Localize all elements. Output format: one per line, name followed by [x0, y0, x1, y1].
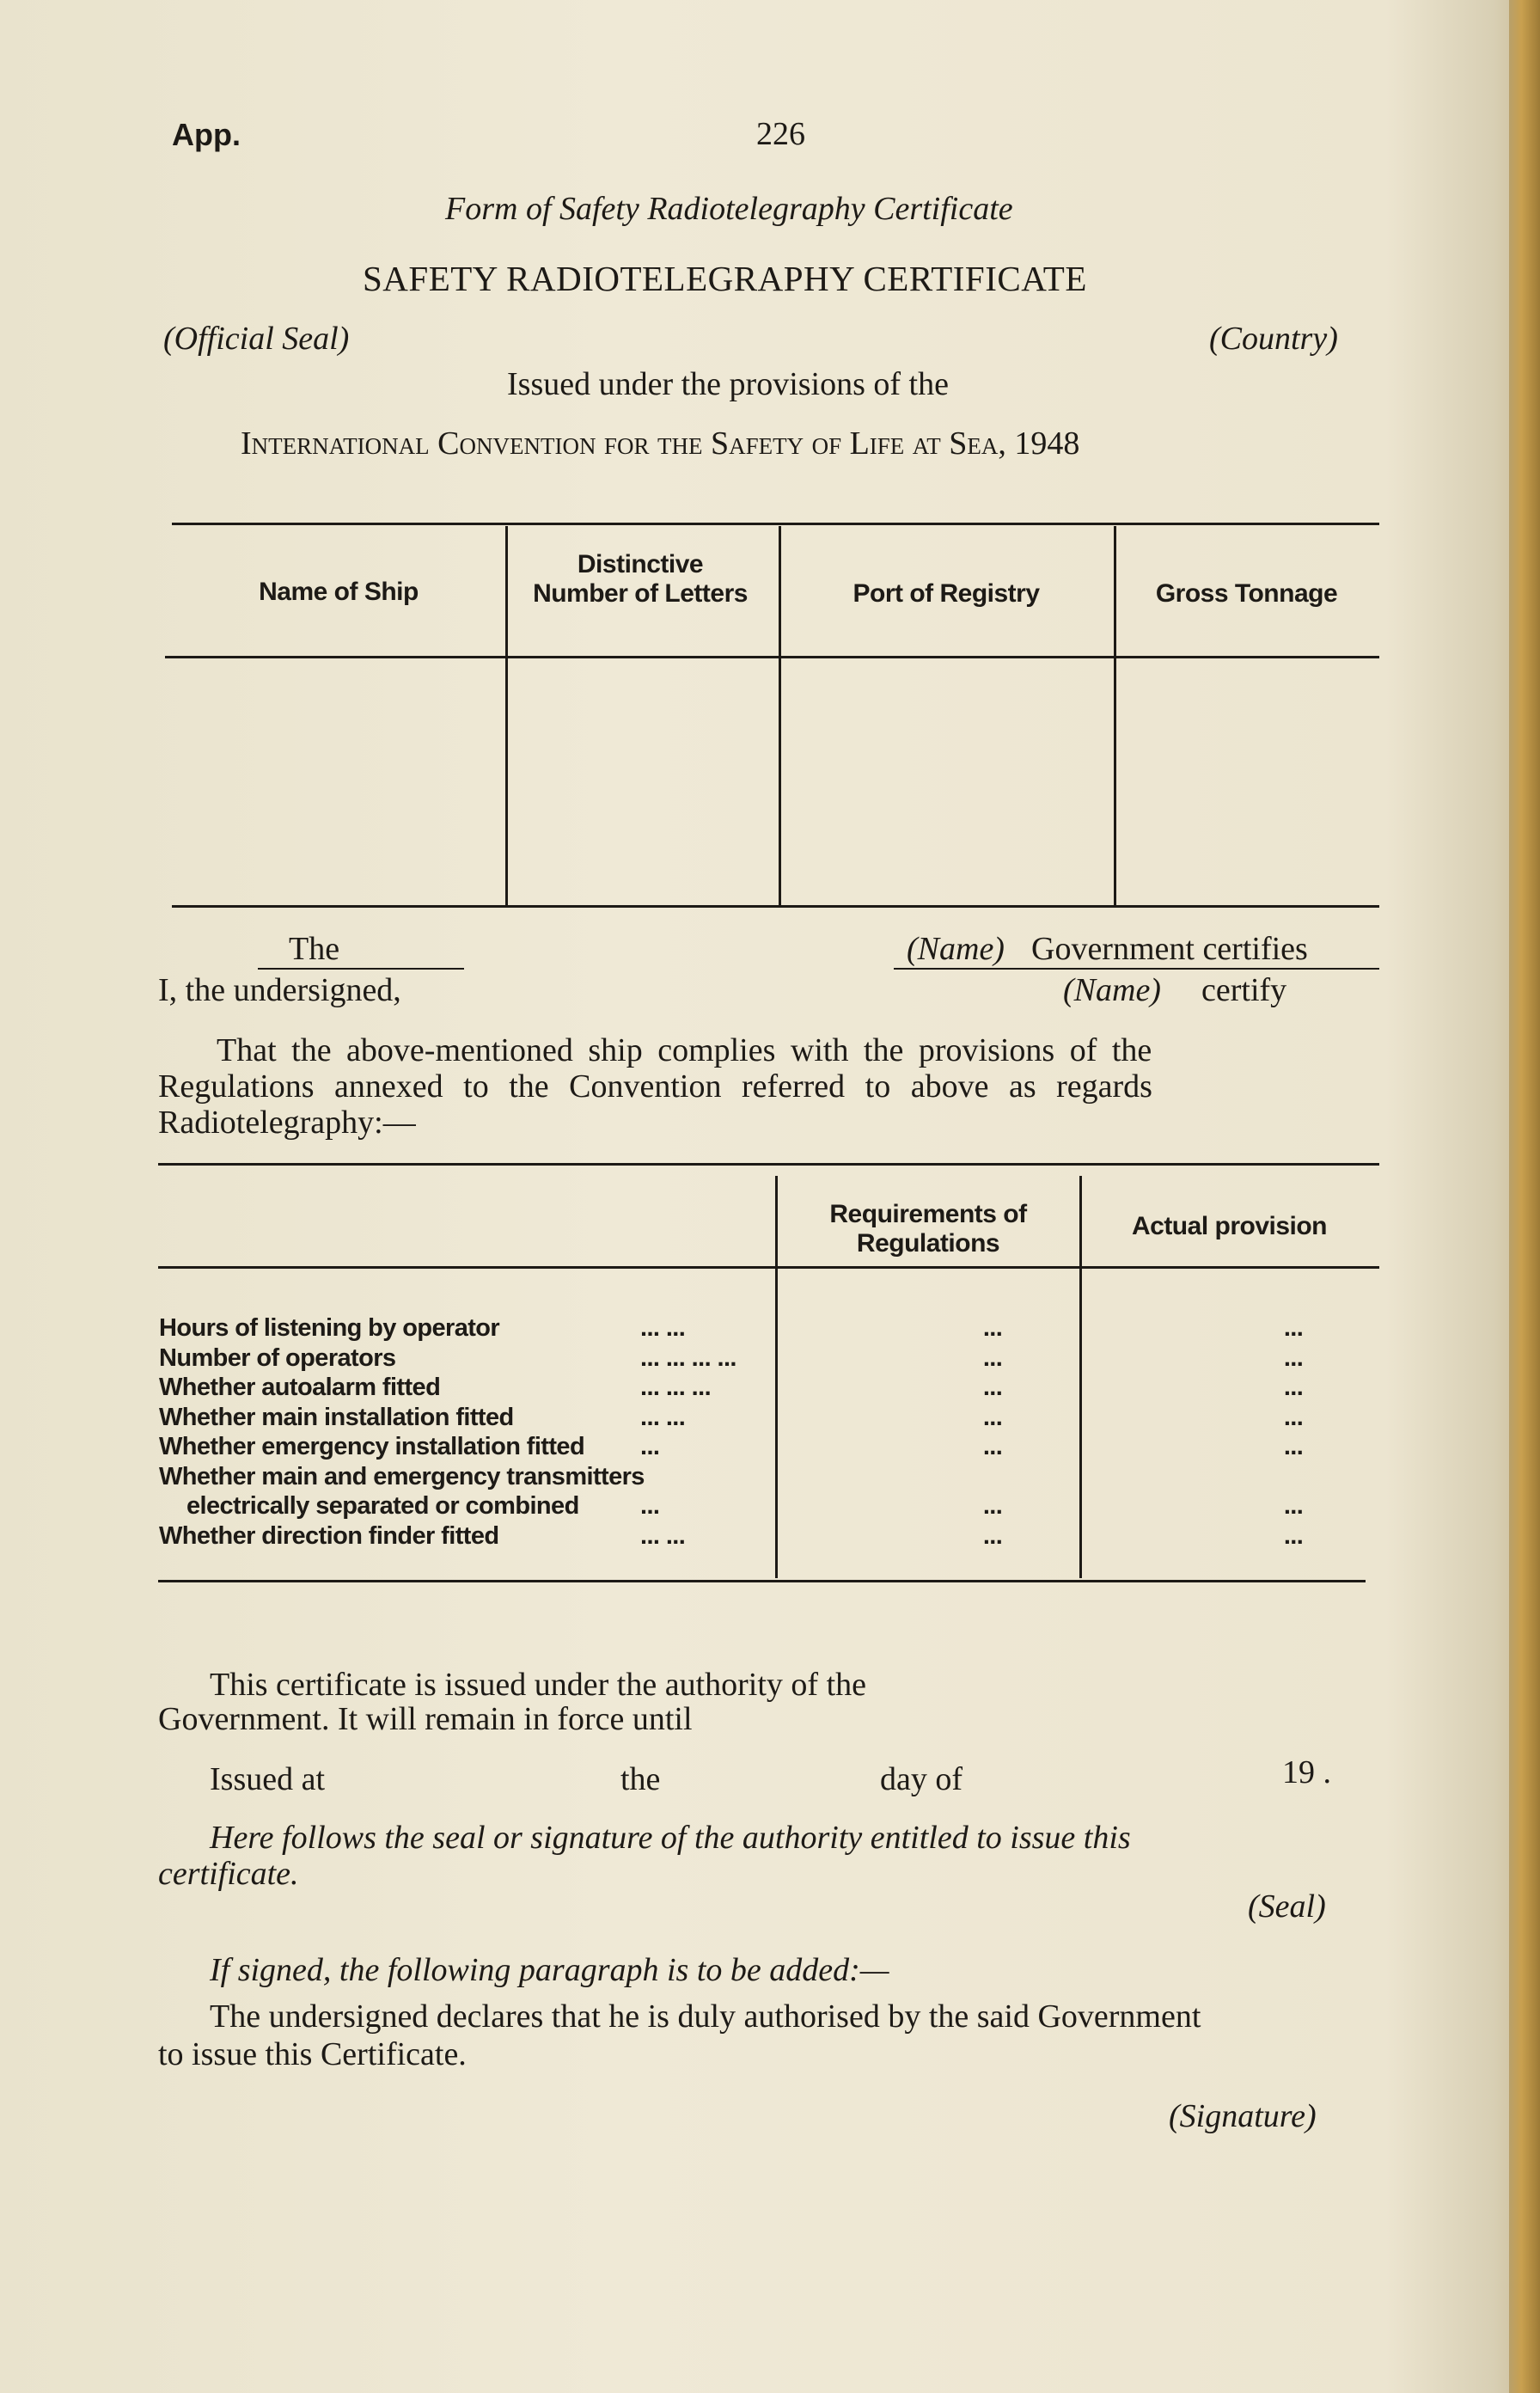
seal-note-line-1: Here follows the seal or signature of the authority entitled to issue this: [210, 1820, 1131, 1856]
req-row-label: Whether main installation fitted: [159, 1403, 514, 1431]
req-table-bottom-rule: [158, 1580, 1366, 1582]
req-row-actual: ...: [1283, 1521, 1304, 1550]
req-table-row: [159, 1343, 1379, 1373]
official-seal: (Official Seal): [163, 321, 350, 357]
req-row-requirement: ...: [982, 1374, 1003, 1401]
req-row-actual: ...: [1283, 1343, 1304, 1372]
req-row-requirement: ...: [982, 1433, 1003, 1460]
name-certify-label: (Name): [1063, 972, 1161, 1008]
req-row-label: Whether direction finder fitted: [159, 1521, 499, 1550]
req-row-actual: ...: [1283, 1492, 1304, 1520]
col-distinctive-number: Distinctive Number of Letters: [533, 550, 748, 608]
req-row-label: Hours of listening by operator: [159, 1314, 500, 1342]
ship-table-header-rule: [165, 656, 1379, 658]
the-label: The: [289, 931, 340, 967]
req-row-leader: ... ... ...: [640, 1374, 712, 1401]
req-table-row: [159, 1491, 1379, 1521]
complies-line-3: Radiotelegraphy:—: [158, 1105, 416, 1141]
certificate-title: SAFETY RADIOTELEGRAPHY CERTIFICATE: [363, 259, 1087, 298]
convention-name: International Convention for the Safety of Life at Sea, 1948: [241, 425, 1080, 462]
req-row-label: Whether emergency installation fitted: [159, 1433, 585, 1460]
req-row-leader: ... ... ... ...: [640, 1343, 736, 1372]
col-actual-provision: Actual provision: [1131, 1212, 1328, 1240]
appendix-label: App.: [172, 117, 241, 152]
req-row-actual: ...: [1283, 1433, 1304, 1460]
req-table-row: [159, 1521, 1379, 1551]
certify-label: certify: [1201, 972, 1287, 1008]
req-row-leader: ... ...: [640, 1521, 686, 1550]
declares-line-1: The undersigned declares that he is duly authorised by the said Government: [210, 1998, 1201, 2035]
issued-at-label: Issued at: [210, 1761, 326, 1797]
form-title: Form of Safety Radiotelegraphy Certificate: [445, 191, 1013, 227]
page-number: 226: [756, 116, 805, 152]
req-row-label: electrically separated or combined: [186, 1492, 579, 1520]
seal-note-line-2: certificate.: [158, 1856, 299, 1892]
req-row-actual: ...: [1283, 1314, 1304, 1342]
req-table-row: [159, 1462, 1379, 1491]
authority-line-1: This certificate is issued under the authority of the: [210, 1667, 866, 1703]
year-label: 19 .: [1282, 1754, 1331, 1790]
col-port-of-registry: Port of Registry: [852, 579, 1040, 608]
req-table-row: [159, 1403, 1379, 1432]
req-row-requirement: ...: [982, 1403, 1003, 1431]
req-row-requirement: ...: [982, 1314, 1003, 1342]
req-table-row: [159, 1432, 1379, 1461]
req-row-requirement: ...: [982, 1492, 1003, 1520]
req-row-label: Whether main and emergency transmitters: [159, 1462, 645, 1490]
complies-line-1: That the above-mentioned ship complies with the provisions of the: [217, 1032, 1152, 1068]
undersigned-label: I, the undersigned,: [158, 972, 401, 1008]
issued-under: Issued under the provisions of the: [507, 366, 949, 402]
authority-line-2: Government. It will remain in force until: [158, 1701, 693, 1737]
req-row-leader: ...: [640, 1433, 660, 1460]
req-table-row: [159, 1373, 1379, 1402]
req-row-leader: ... ...: [640, 1314, 686, 1342]
name-govt-label: (Name): [907, 931, 1005, 967]
col-gross-tonnage: Gross Tonnage: [1155, 579, 1338, 608]
req-row-label: Whether autoalarm fitted: [159, 1374, 441, 1401]
req-row-actual: ...: [1283, 1374, 1304, 1401]
req-row-actual: ...: [1283, 1403, 1304, 1431]
req-row-requirement: ...: [982, 1343, 1003, 1372]
col-requirements: Requirements of Regulations: [829, 1200, 1027, 1258]
govt-certifies-label: Government certifies: [1031, 931, 1308, 967]
page-edge: [1509, 0, 1540, 2393]
complies-line-2: Regulations annexed to the Convention referred to above as regards: [158, 1068, 1152, 1105]
declares-line-2: to issue this Certificate.: [158, 2036, 467, 2072]
req-row-label: Number of operators: [159, 1343, 396, 1372]
govt-line: [894, 968, 1379, 970]
if-signed-note: If signed, the following paragraph is to be added:—: [210, 1952, 889, 1988]
signature-label: (Signature): [1169, 2098, 1317, 2134]
ship-table-top-rule: [172, 523, 1379, 525]
req-table-top-rule: [158, 1163, 1379, 1166]
the-day-label: the: [620, 1761, 661, 1797]
the-blank-line: [258, 968, 464, 970]
req-row-requirement: ...: [982, 1521, 1003, 1550]
col-name-of-ship: Name of Ship: [259, 578, 419, 606]
seal-label: (Seal): [1248, 1888, 1326, 1925]
ship-table-bottom-rule: [172, 905, 1379, 908]
country: (Country): [1209, 321, 1338, 357]
req-table-row: [159, 1313, 1379, 1343]
ship-table-col-divider-1: [505, 526, 508, 905]
req-table-header-rule: [158, 1266, 1379, 1269]
req-row-leader: ...: [640, 1492, 660, 1520]
day-of-label: day of: [880, 1761, 963, 1797]
req-row-leader: ... ...: [640, 1403, 686, 1431]
